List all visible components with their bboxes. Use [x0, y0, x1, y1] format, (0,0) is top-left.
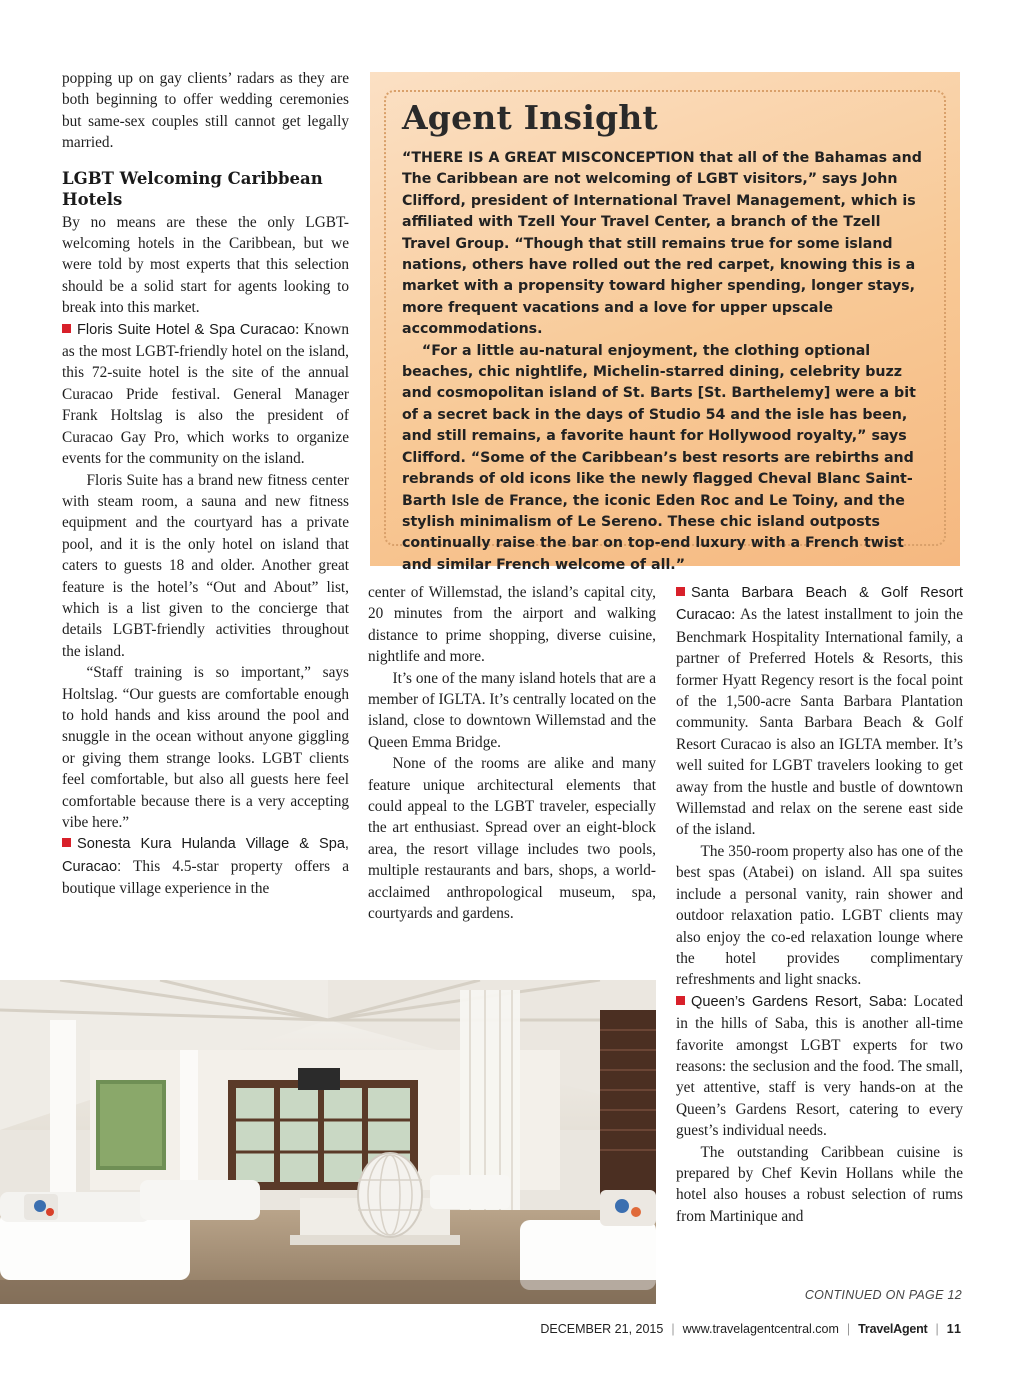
sonesta-description: This 4.5-star property offers a boutique village experience in the — [62, 857, 349, 898]
santa-barbara-hotel-name: Santa Barbara Beach & Golf Resort Curacao — [676, 585, 963, 624]
bullet-square-icon — [676, 587, 685, 596]
page-footer — [540, 1322, 962, 1336]
col3-paragraph-3: The outstanding Caribbean cuisine is prepared by Chef Kevin Hollans while the hotel also houses a robust selection of rums from Martinique and — [676, 1143, 963, 1225]
footer-brand: TravelAgent — [858, 1322, 928, 1336]
sonesta-entry — [62, 833, 349, 899]
col3-paragraph-2: The 350-room property also has one of the best spas (Atabei) on island. All spa suites include a personal vanity, rain shower and outdoor relaxation patio. LGBT clients may also enjoy the co-ed relaxation lounge where the hotel provides complimentary refreshments and light snacks. — [676, 842, 963, 989]
bullet-square-icon — [676, 996, 685, 1005]
column-1 — [62, 68, 349, 900]
col2-paragraph-2: It’s one of the many island hotels that are a member of IGLTA. It’s centrally located on the island, close to downtown Willemstad and the Queen Emma Bridge. — [368, 669, 656, 751]
continued-note: CONTINUED ON PAGE 12 — [804, 1288, 962, 1302]
bullet-square-icon — [62, 324, 71, 333]
santa-barbara-description: : As the latest installment to join the Benchmark Hospitality International family, a partner of Preferred Hotels & Resorts, this former Hyatt Regency resort is the focal point of the 1,500-acre Santa Barbara Plantation community. Santa Barbara Beach & Golf Resort Curacao is also an IGLTA member. It’s well suited for LGBT travelers looking to get away from the hustle and bustle of downtown Willemstad and relax on the serene east side of the island. — [676, 606, 963, 839]
agent-insight-box — [370, 72, 960, 573]
footer-date: DECEMBER 21, 2015 — [540, 1322, 664, 1336]
queens-gardens-hotel-name: Queen’s Gardens Resort, Saba — [691, 993, 903, 1010]
footer-url[interactable]: www.travelagentcentral.com — [682, 1322, 839, 1336]
col1-paragraph-3: Floris Suite has a brand new fitness center with steam room, a sauna and new fitness equipment and the courtyard has a private pool, and it is the only hotel on island that caters to guests 18 and older. Another great feature is the hotel’s “Out and About” list, which is a list given to the concierge that details LGBT-friendly activities throughout the island. — [62, 471, 349, 660]
col1-paragraph-2: By no means are these the only LGBT-welcoming hotels in the Caribbean, but we were told by most experts that this selection should be a solid start for agents looking to break into this market. — [62, 213, 349, 317]
floris-hotel-name: Floris Suite Hotel & Spa Curacao — [77, 321, 296, 338]
section-heading: LGBT Welcoming Caribbean Hotels — [62, 168, 323, 209]
col2-paragraph-1: center of Willemstad, the island’s capital city, 20 minutes from the airport and walking distance to prime shopping, diverse cuisine, nightlife and more. — [368, 584, 656, 666]
footer-separator: | — [846, 1322, 851, 1336]
insight-body — [402, 148, 932, 576]
insight-paragraph-1: “THERE IS A GREAT MISCONCEPTION that all of the Bahamas and The Caribbean are not welcoming of LGBT visitors,” says John Clifford, president of International Travel Management, which is affiliated with Tzell Your Travel Center, a branch of the Tzell Travel Group. “Though that still remains true for some island nations, others have rolled out the red carpet, knowing this is a market with a propensity toward higher spending, longer stays, more frequent vacations and a love for upper upscale accommodations. — [402, 150, 922, 338]
bullet-square-icon — [62, 838, 71, 847]
page-number: 11 — [946, 1322, 962, 1336]
queens-gardens-entry — [676, 991, 963, 1142]
floris-entry — [62, 319, 349, 470]
col1-paragraph-4: “Staff training is so important,” says Holtslag. “Our guests are comfortable enough to hold hands and kiss around the pool and snuggle in the ocean without anyone giggling or giving them strange looks. LGBT clients feel comfortable, but also all guests here feel comfortable because there is a very accepting vibe here.” — [62, 664, 349, 831]
footer-separator: | — [935, 1322, 939, 1336]
insight-title: Agent Insight — [402, 98, 658, 137]
floris-description: : Known as the most LGBT-friendly hotel on the island, this 72-suite hotel is the site of the annual Curacao Pride festival. General Manager Frank Holtslag is also the president of Curacao Gay Pro, which works to organize events for the community on the island. — [62, 320, 349, 468]
sonesta-hotel-name: Sonesta Kura Hulanda Village & Spa, Curacao: — [62, 836, 349, 875]
column-3 — [676, 582, 963, 1227]
col2-paragraph-3: None of the rooms are alike and many feature unique architectural elements that could appeal to the LGBT traveler, especially the art enthusiast. Spread over an eight-block area, the resort village includes two pools, multiple restaurants and bars, shops, a world-acclaimed anthropological museum, spa, courtyards and gardens. — [368, 755, 656, 923]
footer-separator: | — [671, 1322, 675, 1336]
santa-barbara-entry — [676, 582, 963, 841]
column-2 — [368, 582, 656, 925]
insight-paragraph-2: “For a little au-natural enjoyment, the clothing optional beaches, chic nightlife, Michelin-starred dining, celebrity buzz and cosmopolitan island of St. Barts [St. Barthelemy] were a bit of a secret back in the days of Studio 54 and the isle has been, and still remains, a favorite haunt for Hollywood royalty,” says Clifford. “Some of the Caribbean’s best resorts are rebirths and rebrands of old icons like the newly flagged Cheval Blanc Saint-Barth Isle de France, the iconic Eden Roc and Le Toiny, and the stylish minimalism of Le Sereno. These chic island outposts continually raise the bar on top-end luxury with a French twist and similar French welcome of all.” — [402, 342, 916, 573]
hotel-lounge-photo — [0, 980, 656, 1304]
col1-paragraph-1: popping up on gay clients’ radars as they are both beginning to offer wedding ceremonies but same-sex couples still cannot get legally married. — [62, 70, 349, 152]
queens-gardens-description: : Located in the hills of Saba, this is another all-time favorite amongst LGBT experts for two reasons: the seclusion and the food. The small, yet attentive, staff is very hands-on at the Queen’s Gardens Resort, catering to every guest’s individual needs. — [676, 992, 963, 1140]
